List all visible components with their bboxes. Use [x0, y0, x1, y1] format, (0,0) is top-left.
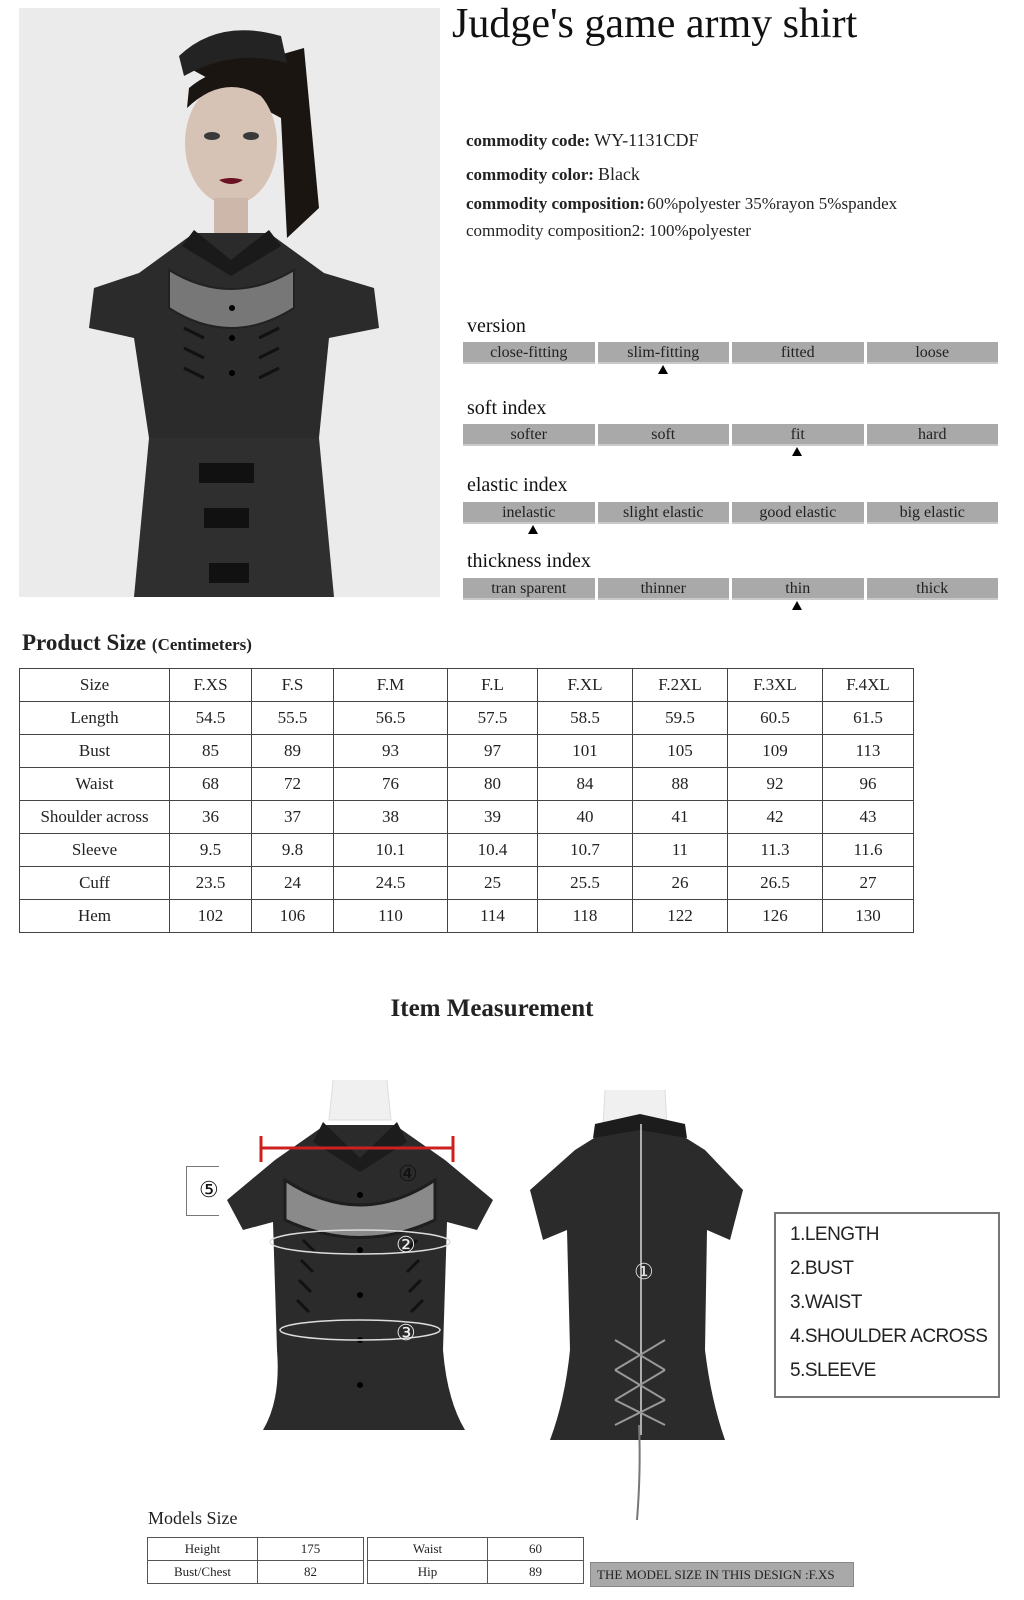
spec-composition-label: commodity composition:	[466, 194, 645, 213]
marker-shoulder: ④	[398, 1161, 418, 1186]
size-cell: 68	[170, 768, 252, 801]
elastic-index-option: good elastic	[732, 502, 864, 524]
size-cell: 89	[252, 735, 334, 768]
size-cell: 11	[633, 834, 728, 867]
version-scale	[463, 342, 998, 364]
size-cell: 9.5	[170, 834, 252, 867]
table-row	[20, 735, 914, 768]
size-cell: 38	[334, 801, 448, 834]
size-header-cell: F.XL	[538, 669, 633, 702]
table-row	[20, 834, 914, 867]
spec-code-label: commodity code:	[466, 131, 591, 150]
size-cell: 40	[538, 801, 633, 834]
soft-index-scale	[463, 424, 998, 446]
size-row-label: Sleeve	[20, 834, 170, 867]
legend-bust: 2.BUST	[790, 1258, 854, 1279]
size-cell: 72	[252, 768, 334, 801]
elastic-index-option: big elastic	[867, 502, 999, 524]
size-cell: 96	[823, 768, 914, 801]
size-header-cell: F.XS	[170, 669, 252, 702]
models-size-title: Models Size	[148, 1508, 238, 1528]
version-label: version	[467, 315, 526, 337]
model-waist-value: 60	[488, 1538, 584, 1561]
size-cell: 25	[448, 867, 538, 900]
version-selected-marker	[658, 365, 668, 374]
size-cell: 105	[633, 735, 728, 768]
model-size-note: THE MODEL SIZE IN THIS DESIGN :F.XS	[590, 1562, 854, 1587]
size-header-cell: F.M	[334, 669, 448, 702]
size-cell: 41	[633, 801, 728, 834]
size-row-label: Shoulder across	[20, 801, 170, 834]
soft-index-option: soft	[598, 424, 730, 446]
version-option: loose	[867, 342, 999, 364]
size-header-cell: F.2XL	[633, 669, 728, 702]
size-cell: 101	[538, 735, 633, 768]
size-cell: 97	[448, 735, 538, 768]
size-cell: 60.5	[728, 702, 823, 735]
spec-composition	[466, 194, 897, 214]
size-cell: 80	[448, 768, 538, 801]
size-header-cell: F.3XL	[728, 669, 823, 702]
soft-index-option: fit	[732, 424, 864, 446]
size-cell: 126	[728, 900, 823, 933]
table-row	[368, 1538, 584, 1561]
spec-composition2	[466, 221, 751, 241]
soft-index-label: soft index	[467, 397, 547, 419]
size-cell: 106	[252, 900, 334, 933]
model-bust-value: 82	[258, 1561, 364, 1584]
legend-shoulder-across: 4.SHOULDER ACROSS	[790, 1326, 988, 1347]
product-size-heading: Product Size	[22, 630, 147, 655]
spec-composition2-label: commodity composition2:	[466, 221, 645, 240]
spec-composition2-value: 100%polyester	[648, 221, 751, 240]
size-cell: 26	[633, 867, 728, 900]
size-cell: 57.5	[448, 702, 538, 735]
thickness-index-label: thickness index	[467, 550, 591, 572]
version-option: fitted	[732, 342, 864, 364]
size-row-label: Hem	[20, 900, 170, 933]
size-row-label: Cuff	[20, 867, 170, 900]
size-cell: 36	[170, 801, 252, 834]
size-cell: 102	[170, 900, 252, 933]
product-size-unit: (Centimeters)	[151, 635, 252, 654]
back-garment-diagram	[515, 1090, 765, 1530]
thickness-index-option: tran sparent	[463, 578, 595, 600]
size-cell: 24.5	[334, 867, 448, 900]
size-cell: 37	[252, 801, 334, 834]
size-cell: 10.7	[538, 834, 633, 867]
marker-bust: ②	[396, 1232, 416, 1257]
size-cell: 130	[823, 900, 914, 933]
elastic-index-option: slight elastic	[598, 502, 730, 524]
size-cell: 84	[538, 768, 633, 801]
size-cell: 85	[170, 735, 252, 768]
models-table-left	[147, 1537, 364, 1584]
table-row	[20, 867, 914, 900]
size-cell: 114	[448, 900, 538, 933]
thickness-index-selected-marker	[792, 601, 802, 610]
spec-color	[466, 164, 640, 185]
size-cell: 9.8	[252, 834, 334, 867]
size-cell: 54.5	[170, 702, 252, 735]
front-garment-diagram	[215, 1080, 505, 1460]
elastic-index-option: inelastic	[463, 502, 595, 524]
size-table-header	[20, 669, 914, 702]
version-option: slim-fitting	[598, 342, 730, 364]
size-row-label: Bust	[20, 735, 170, 768]
size-row-label: Waist	[20, 768, 170, 801]
table-row	[20, 900, 914, 933]
product-size-title	[22, 630, 252, 656]
size-table	[19, 668, 914, 933]
soft-index-option: softer	[463, 424, 595, 446]
marker-sleeve: ⑤	[199, 1177, 219, 1202]
item-measurement-title: Item Measurement	[390, 995, 594, 1022]
size-cell: 88	[633, 768, 728, 801]
model-waist-label: Waist	[368, 1538, 488, 1561]
thickness-index-option: thick	[867, 578, 999, 600]
spec-color-value: Black	[597, 164, 640, 184]
size-cell: 24	[252, 867, 334, 900]
model-height-label: Height	[148, 1538, 258, 1561]
size-cell: 76	[334, 768, 448, 801]
size-cell: 58.5	[538, 702, 633, 735]
model-bust-label: Bust/Chest	[148, 1561, 258, 1584]
table-row	[148, 1538, 364, 1561]
legend-waist: 3.WAIST	[790, 1292, 862, 1313]
size-cell: 109	[728, 735, 823, 768]
thickness-index-scale	[463, 578, 998, 600]
elastic-index-selected-marker	[528, 525, 538, 534]
size-row-label: Length	[20, 702, 170, 735]
model-photo	[19, 8, 440, 597]
size-cell: 43	[823, 801, 914, 834]
table-row	[20, 801, 914, 834]
size-cell: 61.5	[823, 702, 914, 735]
thickness-index-option: thin	[732, 578, 864, 600]
size-cell: 42	[728, 801, 823, 834]
model-height-value: 175	[258, 1538, 364, 1561]
spec-code-value: WY-1131CDF	[594, 130, 699, 150]
spec-composition-value: 60%polyester 35%rayon 5%spandex	[646, 194, 898, 213]
soft-index-selected-marker	[792, 447, 802, 456]
size-cell: 93	[334, 735, 448, 768]
size-cell: 27	[823, 867, 914, 900]
marker-length: ①	[634, 1259, 654, 1284]
table-row	[148, 1561, 364, 1584]
size-cell: 11.3	[728, 834, 823, 867]
models-table-right	[367, 1537, 584, 1584]
size-cell: 26.5	[728, 867, 823, 900]
model-hip-value: 89	[488, 1561, 584, 1584]
size-cell: 39	[448, 801, 538, 834]
size-cell: 55.5	[252, 702, 334, 735]
size-cell: 110	[334, 900, 448, 933]
marker-waist: ③	[396, 1320, 416, 1345]
size-cell: 118	[538, 900, 633, 933]
model-hip-label: Hip	[368, 1561, 488, 1584]
version-option: close-fitting	[463, 342, 595, 364]
size-cell: 25.5	[538, 867, 633, 900]
size-cell: 11.6	[823, 834, 914, 867]
size-header-cell: F.4XL	[823, 669, 914, 702]
soft-index-option: hard	[867, 424, 999, 446]
spec-color-label: commodity color:	[466, 165, 594, 184]
table-row	[368, 1561, 584, 1584]
size-cell: 59.5	[633, 702, 728, 735]
size-cell: 10.1	[334, 834, 448, 867]
table-row	[20, 768, 914, 801]
thickness-index-option: thinner	[598, 578, 730, 600]
product-title: Judge's game army shirt	[452, 1, 858, 47]
size-header-cell: F.S	[252, 669, 334, 702]
table-row	[20, 702, 914, 735]
measurement-legend	[774, 1212, 1000, 1398]
size-cell: 10.4	[448, 834, 538, 867]
elastic-index-label: elastic index	[467, 474, 568, 496]
size-header-cell: Size	[20, 669, 170, 702]
size-cell: 23.5	[170, 867, 252, 900]
size-cell: 92	[728, 768, 823, 801]
spec-code	[466, 130, 699, 151]
size-cell: 122	[633, 900, 728, 933]
legend-sleeve: 5.SLEEVE	[790, 1360, 876, 1381]
legend-length: 1.LENGTH	[790, 1224, 879, 1245]
size-cell: 56.5	[334, 702, 448, 735]
elastic-index-scale	[463, 502, 998, 524]
size-header-cell: F.L	[448, 669, 538, 702]
size-cell: 113	[823, 735, 914, 768]
